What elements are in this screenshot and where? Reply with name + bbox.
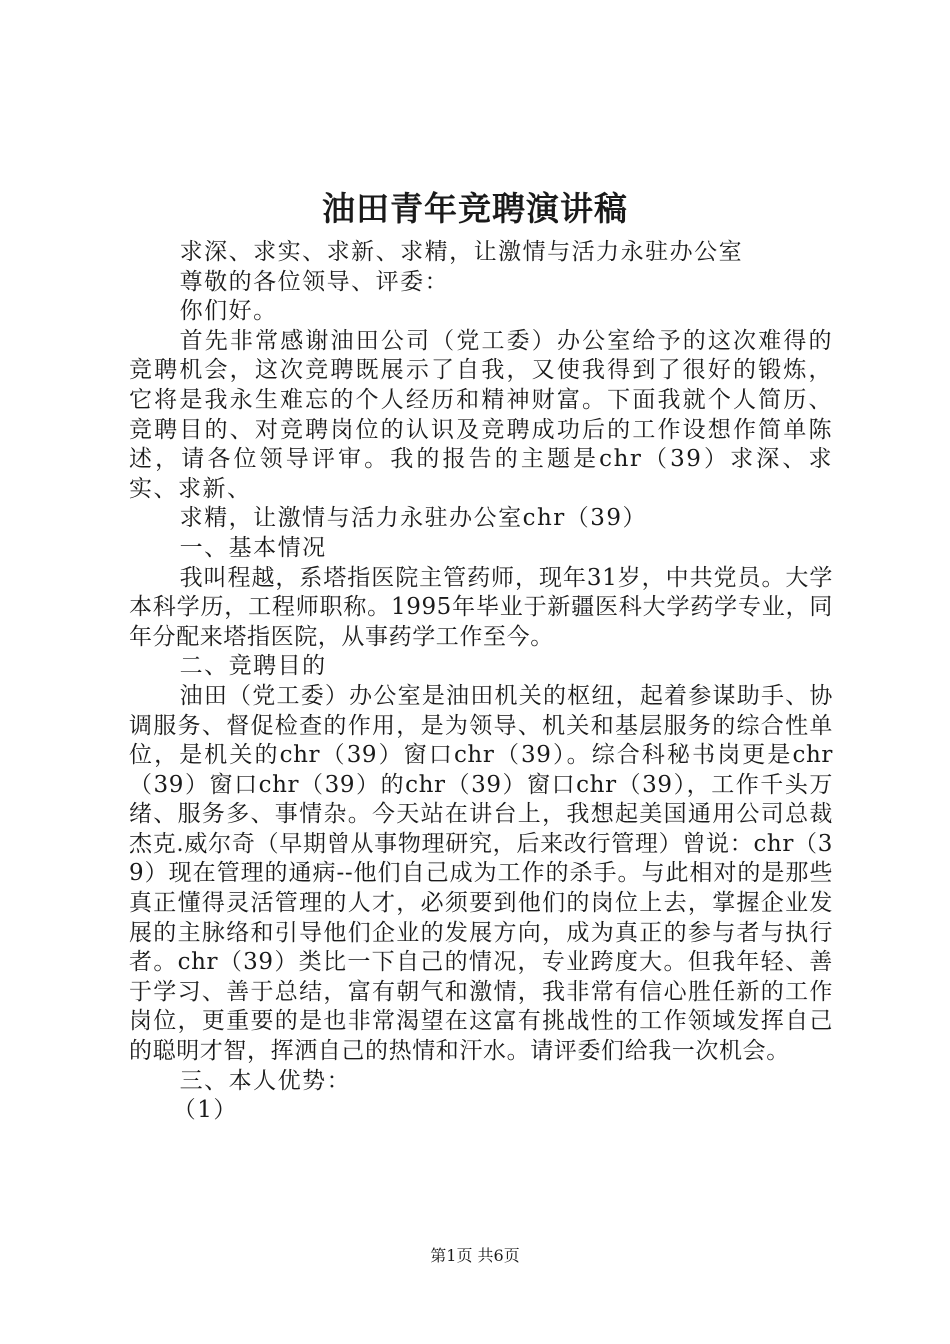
- page-number: 第1页 共6页: [430, 1246, 520, 1265]
- page-title: 油田青年竞聘演讲稿: [322, 189, 628, 228]
- section-heading-purpose: 二、竞聘目的: [179, 653, 327, 680]
- salutation-paragraph: 尊敬的各位领导、评委：: [179, 268, 450, 295]
- document-body: [129, 238, 833, 1126]
- theme-paragraph: 求精，让激情与活力永驻办公室chr（39）: [179, 505, 648, 532]
- basic-info-paragraph: 我叫程越，系塔指医院主管药师，现年31岁，中共党员。大学本科学历，工程师职称。1995年毕业于新疆医科大学药学专业，同年分配来塔指医院，从事药学工作至今。: [129, 564, 833, 650]
- purpose-paragraph: 油田（党工委）办公室是油田机关的枢纽，起着参谋助手、协调服务、督促检查的作用，是为领导、机关和基层服务的综合性单位，是机关的chr（39）窗口chr（39）。综合科秘书岗更是chr（39）窗口chr（39）的chr（39）窗口chr（39），工作千头万绪、服务多、事情杂。今天站在讲台上，我想起美国通用公司总裁杰克.威尔奇（早期曾从事物理研究，后来改行管理）曾说：chr（39）现在管理的通病--他们自己成为工作的杀手。与此相对的是那些真正懂得灵活管理的人才，必须要到他们的岗位上去，掌握企业发展的主脉络和引导他们企业的发展方向，成为真正的参与者与执行者。chr（39）类比一下自己的情况，专业跨度大。但我年轻、善于学习、善于总结，富有朝气和激情，我非常有信心胜任新的工作岗位，更重要的是也非常渴望在这富有挑战性的工作领域发挥自己的聪明才智，挥洒自己的热情和汗水。请评委们给我一次机会。: [129, 682, 833, 1065]
- intro-paragraph: 首先非常感谢油田公司（党工委）办公室给予的这次难得的竞聘机会，这次竞聘既展示了自我，又使我得到了很好的锻炼，它将是我永生难忘的个人经历和精神财富。下面我就个人简历、竞聘目的、对竞聘岗位的认识及竞聘成功后的工作设想作简单陈述，请各位领导评审。我的报告的主题是chr（39）求深、求实、求新、: [129, 327, 833, 502]
- section-heading-advantages: 三、本人优势：: [179, 1067, 352, 1094]
- list-item-marker: （1）: [172, 1097, 238, 1124]
- section-heading-basic: 一、基本情况: [179, 534, 327, 561]
- greeting-paragraph: 你们好。: [179, 298, 278, 325]
- subtitle-paragraph: 求深、求实、求新、求精，让激情与活力永驻办公室: [179, 239, 744, 265]
